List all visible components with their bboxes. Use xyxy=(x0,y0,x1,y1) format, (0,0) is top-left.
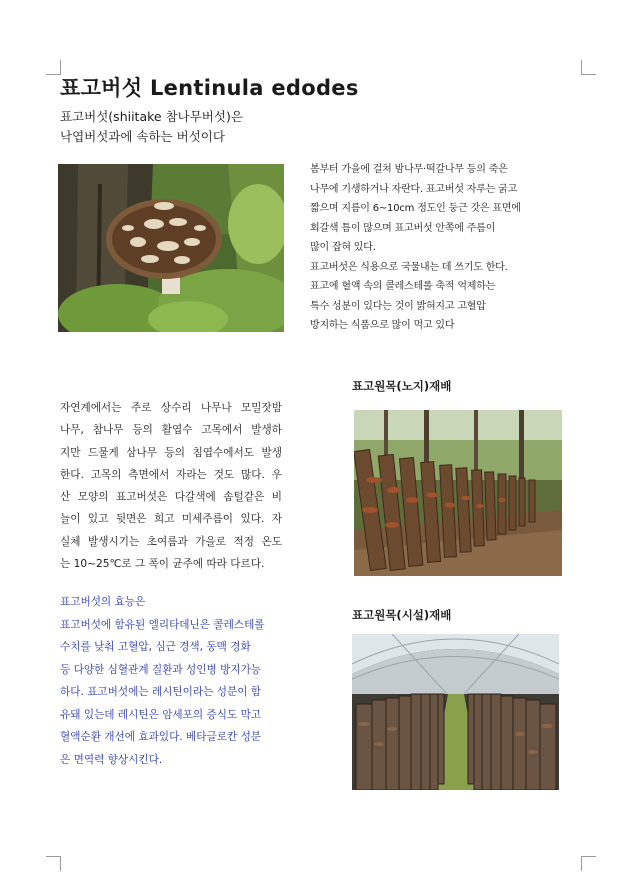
description-line: 회갈색 틈이 많으며 표고버섯 안쪽에 주름이 xyxy=(310,222,496,234)
benefits-line: 표고버섯에 함유된 엘리타데닌은 콜레스테롤 xyxy=(60,618,265,631)
benefits-line: 은 면역력 향상시킨다. xyxy=(60,753,163,766)
outdoor-log-cultivation-photo xyxy=(354,410,562,576)
crop-mark-bottom-left xyxy=(46,856,61,871)
habitat-line: 나무, 참나무 등의 활엽수 고목에서 발생하 xyxy=(60,424,282,437)
description-line: 방지하는 식품으로 많이 먹고 있다 xyxy=(310,320,455,331)
habitat-line: 자연계에서는 주로 상수리 나무나 모밀잣밤 xyxy=(60,402,282,414)
benefits-line: 유돼 있는데 레시틴은 암세포의 증식도 막고 xyxy=(60,708,262,721)
crop-mark-top-right xyxy=(581,60,596,75)
habitat-line: 늘이 있고 뒷면은 희고 미세주름이 있다. 자 xyxy=(60,513,282,526)
page-title: 표고버섯 Lentinula edodes xyxy=(60,76,359,100)
crop-mark-bottom-right xyxy=(581,856,596,871)
crop-mark-top-left xyxy=(46,60,61,75)
benefits-line: 하다. 표고버섯에는 레시틴이라는 성분이 함 xyxy=(60,686,262,698)
intro-line: 표고버섯(shiitake 참나무버섯)은 xyxy=(60,109,243,124)
habitat-line: 산 모양의 표고버섯은 다갈색에 솜털같은 비 xyxy=(60,491,282,504)
habitat-line: 는 10~25℃로 그 폭이 균주에 따라 다르다. xyxy=(60,558,265,571)
description-paragraph xyxy=(310,160,555,336)
intro-text xyxy=(60,107,320,147)
habitat-line: 한다. 고목의 측면에서 자라는 것도 많다. 우 xyxy=(60,468,282,481)
benefits-paragraph xyxy=(60,591,282,771)
benefits-line: 혈액순환 개선에 효과있다. 베타글로칸 성분 xyxy=(60,731,262,743)
benefits-heading: 표고버섯의 효능은 xyxy=(60,596,146,608)
shiitake-mushroom-photo xyxy=(58,164,284,332)
description-line: 표고버섯은 식용으로 국물내는 데 쓰기도 한다. xyxy=(310,261,508,273)
intro-line: 낙엽버섯과에 속하는 버섯이다 xyxy=(60,129,225,144)
outdoor-cultivation-caption: 표고원목(노지)재배 xyxy=(352,379,452,393)
description-line: 표고에 혈액 속의 콜레스테롤 축적 억제하는 xyxy=(310,281,496,292)
habitat-line: 지만 드물게 삼나무 등의 침엽수에서도 발생 xyxy=(60,446,282,459)
benefits-line: 수치를 낮춰 고혈압, 심근 경색, 동맥 경화 xyxy=(60,641,251,653)
description-line: 많이 잡혀 있다. xyxy=(310,242,376,253)
greenhouse-log-cultivation-photo xyxy=(352,634,559,790)
facility-cultivation-caption: 표고원목(시설)재배 xyxy=(352,608,452,622)
description-line: 특수 성분이 있다는 것이 밝혀지고 고혈압 xyxy=(310,300,486,312)
habitat-paragraph xyxy=(60,397,282,575)
description-line: 짧으며 지름이 6~10cm 정도인 둥근 갓은 표면에 xyxy=(310,203,521,214)
description-line: 나무에 기생하거나 자란다. 표고버섯 자루는 굵고 xyxy=(310,183,518,195)
habitat-line: 실체 발생시기는 초여름과 가을로 적정 온도 xyxy=(60,535,282,548)
description-line: 봄부터 가을에 걸쳐 밤나무·떡갈나무 등의 죽은 xyxy=(310,164,508,175)
benefits-line: 등 다양한 심혈관계 질환과 성인병 방지가능 xyxy=(60,663,262,676)
